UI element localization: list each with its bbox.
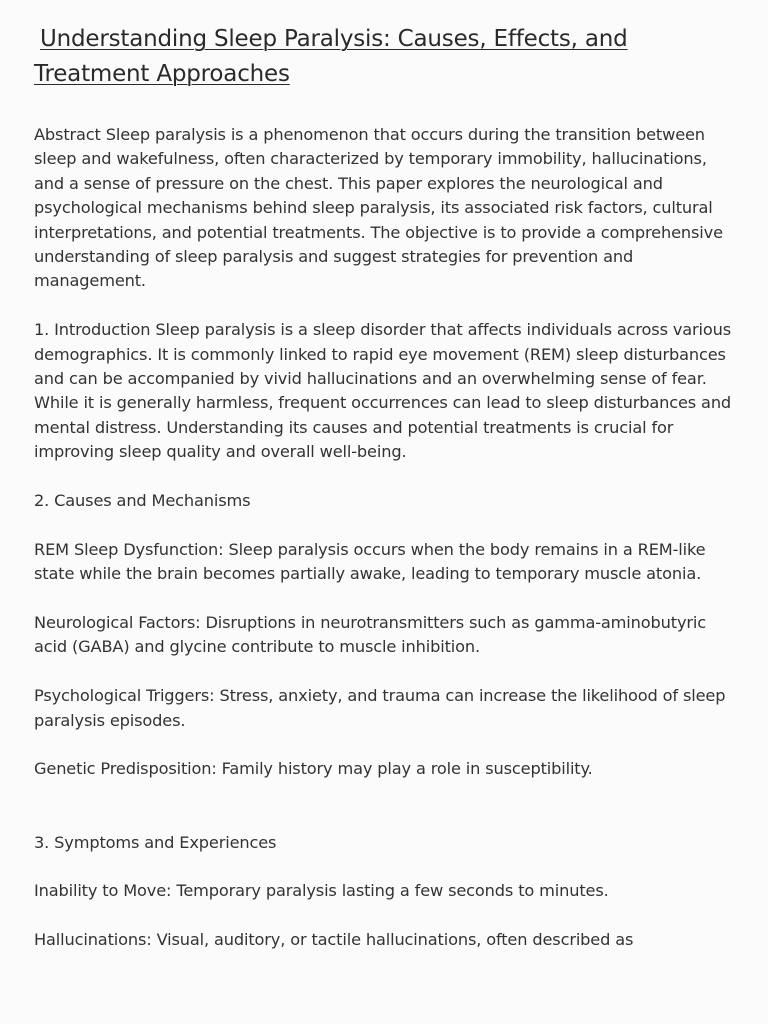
title-line-2: Treatment Approaches bbox=[34, 61, 290, 87]
neurological-factors-paragraph: Neurological Factors: Disruptions in neurotransmitters such as gamma-aminobutyric acid (GABA) and glycine contribute to muscle inhibition. bbox=[34, 613, 706, 657]
section-spacer bbox=[34, 806, 734, 830]
title-line-1: Understanding Sleep Paralysis: Causes, Effects, and bbox=[40, 26, 628, 52]
rem-dysfunction-paragraph: REM Sleep Dysfunction: Sleep paralysis occurs when the body remains in a REM-like state while the brain becomes partially awake, leading to temporary muscle atonia. bbox=[34, 539, 706, 584]
document-body bbox=[34, 123, 734, 953]
psychological-triggers-paragraph: Psychological Triggers: Stress, anxiety, and trauma can increase the likelihood of sleep paralysis episodes. bbox=[34, 686, 726, 730]
abstract-paragraph: Abstract Sleep paralysis is a phenomenon that occurs during the transition between sleep and wakefulness, often characterized by temporary immobility, hallucinations, and a sense of pressure on the chest. This paper explores the neurological and psychological mechanisms behind sleep paralysis, its associated risk factors, cultural interpretations, and potential treatments. The objective is to provide a comprehensive understanding of sleep paralysis and suggest strategies for prevention and management. bbox=[34, 125, 723, 291]
hallucinations-paragraph: Hallucinations: Visual, auditory, or tactile hallucinations, often described as bbox=[34, 930, 634, 950]
genetic-predisposition-paragraph: Genetic Predisposition: Family history may play a role in susceptibility. bbox=[34, 759, 593, 779]
inability-to-move-paragraph: Inability to Move: Temporary paralysis lasting a few seconds to minutes. bbox=[34, 881, 609, 901]
section-3-heading: 3. Symptoms and Experiences bbox=[34, 832, 277, 852]
introduction-paragraph: 1. Introduction Sleep paralysis is a sleep disorder that affects individuals across various demographics. It is commonly linked to rapid eye movement (REM) sleep disturbances and can be accompanied by vivid hallucinations and an overwhelming sense of fear. While it is generally harmless, frequent occurrences can lead to sleep disturbances and mental distress. Understanding its causes and potential treatments is crucial for improving sleep quality and overall well-being. bbox=[34, 320, 732, 462]
document-title bbox=[34, 22, 734, 92]
section-2-heading: 2. Causes and Mechanisms bbox=[34, 491, 251, 511]
